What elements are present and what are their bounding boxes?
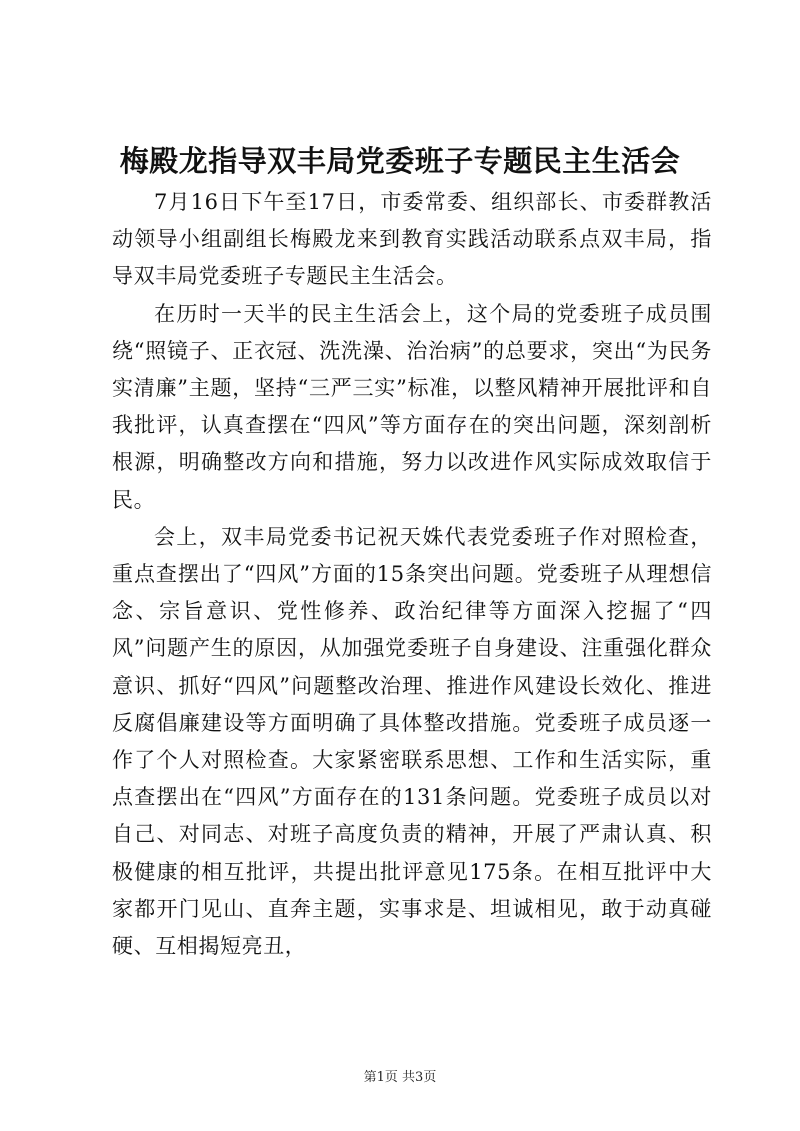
paragraph-2: 在历时一天半的民主生活会上，这个局的党委班子成员围绕“照镜子、正衣冠、洗洗澡、治治病”的总要求，突出“为民务实清廉”主题，坚持“三严三实”标准，以整风精神开展批评和自我批评，认真查摆在“四风”等方面存在的突出问题，深刻剖析根源，明确整改方向和措施，努力以改进作风实际成效取信于民。 <box>112 301 712 512</box>
paragraph-3: 会上，双丰局党委书记祝天姝代表党委班子作对照检查，重点查摆出了“四风”方面的15条突出问题。党委班子从理想信念、宗旨意识、党性修养、政治纪律等方面深入挖掘了“四风”问题产生的原因，从加强党委班子自身建设、注重强化群众意识、抓好“四风”问题整改治理、推进作风建设长效化、推进反腐倡廉建设等方面明确了具体整改措施。党委班子成员逐一作了个人对照检查。大家紧密联系思想、工作和生活实际，重点查摆出在“四风”方面存在的131条问题。党委班子成员以对自己、对同志、对班子高度负责的精神，开展了严肃认真、积极健康的相互批评，共提出批评意见175条。在相互批评中大家都开门见山、直奔主题，实事求是、坦诚相见，敢于动真碰硬、互相揭短亮丑， <box>112 524 712 959</box>
page-number-footer: 第1页 共3页 <box>363 1070 437 1085</box>
document-body <box>112 184 712 965</box>
paragraph-1: 7月16日下午至17日，市委常委、组织部长、市委群教活动领导小组副组长梅殿龙来到教育实践活动联系点双丰局，指导双丰局党委班子专题民主生活会。 <box>112 190 712 289</box>
document-title: 梅殿龙指导双丰局党委班子专题民主生活会 <box>119 144 681 178</box>
